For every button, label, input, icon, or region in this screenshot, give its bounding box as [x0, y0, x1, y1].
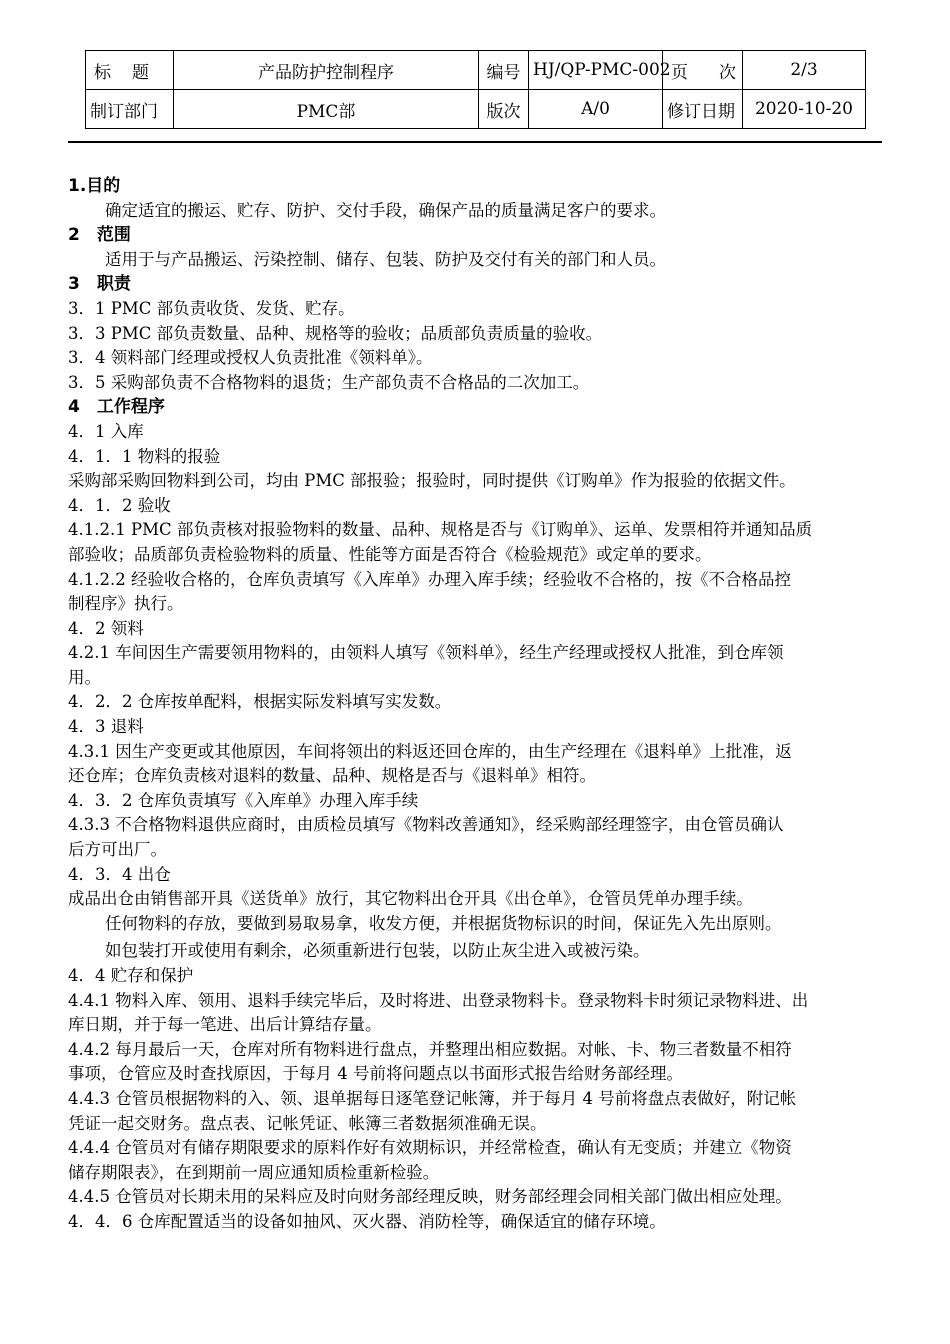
body-line: 4．3．4 出仓 [68, 864, 171, 884]
page-label-cell [663, 51, 743, 90]
body-line: 3．5 采购部负责不合格物料的退货；生产部负责不合格品的二次加工。 [68, 372, 590, 392]
section-heading: 3 职责 [68, 274, 131, 295]
section-heading: 4 工作程序 [68, 397, 165, 418]
title-label-cell [86, 51, 174, 90]
body-line: 4.4.5 仓管员对长期未用的呆料应及时向财务部经理反映，财务部经理会同相关部门做出相应处理。 [68, 1187, 792, 1207]
page-label-char-1: 页 [671, 62, 688, 83]
body-line: 库日期，并于每一笔进、出后计算结存量。 [68, 1015, 382, 1035]
body-line: 4．4 贮存和保护 [68, 966, 194, 985]
dept-label: 制订部门 [86, 90, 174, 129]
revision-date: 2020-10-20 [743, 90, 866, 129]
body-line: 4．1 入库 [68, 421, 144, 441]
version-label: 版次 [479, 90, 529, 129]
body-line: 4.4.1 物料入库、领用、退料手续完毕后，及时将进、出登录物料卡。登录物料卡时须记录物料进、出 [68, 990, 809, 1010]
body-line: 4．3 退料 [68, 717, 144, 737]
body-line: 4．2．2 仓库按单配料，根据实际发料填写实发数。 [68, 692, 452, 712]
revision-date-label: 修订日期 [663, 90, 743, 129]
body-line: 3．1 PMC 部负责收货、发货、贮存。 [68, 298, 355, 318]
document-code: HJ/QP-PMC-002 [529, 51, 663, 90]
header-row-2 [86, 90, 866, 129]
page-number: 2/3 [743, 51, 866, 90]
title-label-char-1: 标 [94, 62, 111, 83]
header-divider [68, 141, 882, 143]
section-heading: 2 范围 [68, 225, 131, 246]
body-line: 3．4 领料部门经理或授权人负责批准《领料单》。 [68, 348, 433, 368]
body-line: 4．2 领料 [68, 618, 144, 638]
body-line: 储存期限表》，在到期前一周应通知质检重新检验。 [68, 1162, 440, 1182]
body-line: 部验收；品质部负责检验物料的质量、性能等方面是否符合《检验规范》或定单的要求。 [68, 544, 712, 564]
document-body [68, 174, 888, 1235]
body-line: 适用于与产品搬运、污染控制、储存、包装、防护及交付有关的部门和人员。 [105, 249, 666, 269]
code-label: 编号 [479, 51, 529, 90]
body-line: 4.4.4 仓管员对有储存期限要求的原料作好有效期标识，并经常检查，确认有无变质；并建立《物资 [68, 1138, 792, 1158]
body-line: 4．3．2 仓库负责填写《入库单》办理入库手续 [68, 790, 419, 810]
body-line: 确定适宜的搬运、贮存、防护、交付手段，确保产品的质量满足客户的要求。 [105, 200, 666, 220]
section-heading: 1.目的 [68, 176, 121, 196]
body-line: 制程序》执行。 [68, 594, 184, 614]
body-line: 4.3.3 不合格物料退供应商时，由质检员填写《物料改善通知》，经采购部经理签字，由仓管员确认 [68, 815, 784, 835]
body-line: 成品出仓由销售部开具《送货单》放行，其它物料出仓开具《出仓单》，仓管员凭单办理手续。 [68, 889, 753, 909]
body-line: 4.4.2 每月最后一天，仓库对所有物料进行盘点，并整理出相应数据。对帐、卡、物三者数量不相符 [68, 1039, 792, 1059]
body-line: 4．1．1 物料的报验 [68, 446, 221, 466]
document-title: 产品防护控制程序 [174, 51, 479, 90]
body-line: 4．4．6 仓库配置适当的设备如抽风、灭火器、消防栓等，确保适宜的储存环境。 [68, 1211, 666, 1231]
body-line: 4.4.3 仓管员根据物料的入、领、退单据每日逐笔登记帐簿，并于每月 4 号前将盘点表做好，附记帐 [68, 1088, 797, 1108]
body-line: 用。 [68, 667, 101, 687]
body-line: 后方可出厂。 [68, 840, 167, 860]
body-line: 事项，仓管应及时查找原因，于每月 4 号前将问题点以书面形式报告给财务部经理。 [68, 1064, 683, 1084]
body-line: 采购部采购回物料到公司，均由 PMC 部报验；报验时，同时提供《订购单》作为报验的依据文件。 [68, 471, 796, 491]
body-line: 4.3.1 因生产变更或其他原因，车间将领出的料返还回仓库的，由生产经理在《退料单》上批准，返 [68, 741, 792, 761]
body-line: 如包装打开或使用有剩余，必须重新进行包装，以防止灰尘进入或被污染。 [105, 941, 650, 961]
body-line: 4.2.1 车间因生产需要领用物料的，由领料人填写《领料单》，经生产经理或授权人批准，到仓库领 [68, 643, 784, 663]
version-value: A/0 [529, 90, 663, 129]
body-line: 4．1．2 验收 [68, 495, 171, 515]
body-line: 4.1.2.2 经验收合格的，仓库负责填写《入库单》办理入库手续；经验收不合格的，按《不合格品控 [68, 569, 791, 589]
dept-value: PMC部 [174, 90, 479, 129]
document-header-table [85, 50, 866, 129]
page-label-char-2: 次 [719, 62, 736, 83]
body-line: 3．3 PMC 部负责数量、品种、规格等的验收；品质部负责质量的验收。 [68, 323, 603, 343]
header-row-1 [86, 51, 866, 90]
title-label-char-2: 题 [132, 62, 149, 83]
body-line: 凭证一起交财务。盘点表、记帐凭证、帐簿三者数据须准确无误。 [68, 1113, 547, 1133]
body-line: 4.1.2.1 PMC 部负责核对报验物料的数量、品种、规格是否与《订购单》、运单、发票相符并通知品质 [68, 520, 813, 540]
body-line: 还仓库；仓库负责核对退料的数量、品种、规格是否与《退料单》相符。 [68, 766, 596, 786]
body-line: 任何物料的存放，要做到易取易拿，收发方便，并根据货物标识的时间，保证先入先出原则。 [105, 913, 782, 933]
